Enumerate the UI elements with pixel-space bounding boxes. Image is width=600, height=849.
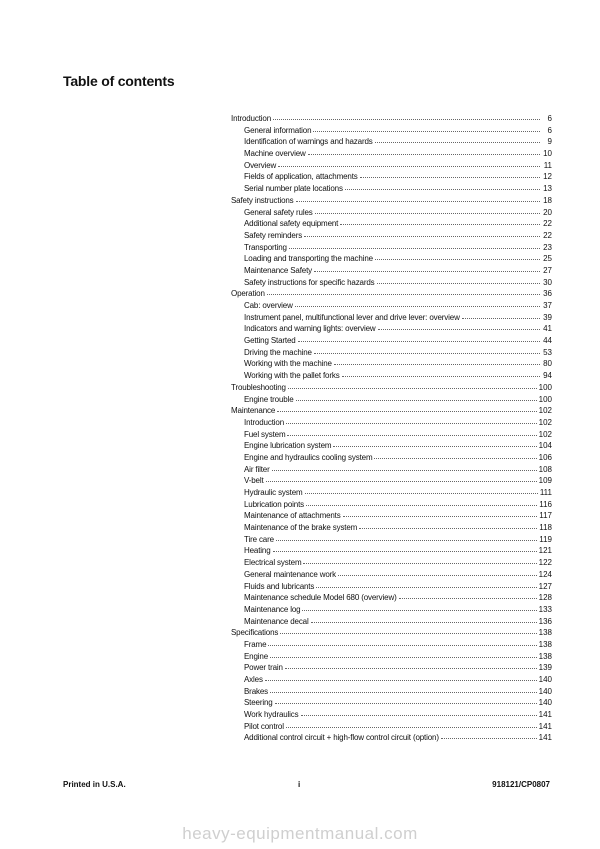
toc-leader-dots [311, 615, 537, 623]
toc-leader-dots [313, 124, 540, 132]
toc-entry-label: Fuel system [244, 429, 286, 439]
toc-leader-dots [277, 404, 536, 412]
toc-entry-page: 13 [543, 184, 552, 194]
toc-entry-page: 138 [538, 639, 552, 649]
toc-leader-dots [296, 393, 537, 401]
toc-entry-label: Operation [231, 289, 265, 299]
toc-entry-label: Axles [244, 675, 263, 684]
toc-entry-label: Maintenance schedule Model 680 (overview) [244, 593, 397, 603]
toc-entry-page: 140 [538, 686, 552, 696]
toc-entry-page: 133 [538, 604, 552, 614]
toc-leader-dots [340, 217, 540, 225]
toc-entry-page: 44 [543, 336, 552, 346]
toc-entry-page: 6 [547, 114, 552, 123]
toc-leader-dots [375, 135, 540, 143]
toc-leader-dots [441, 731, 537, 739]
toc-entry-label: Hydraulic system [244, 488, 303, 497]
toc-leader-dots [275, 696, 537, 704]
toc-entry-label: Steering [244, 698, 273, 708]
toc-entry-page: 30 [543, 277, 552, 287]
page-title: Table of contents [63, 73, 175, 89]
toc-entry-label: General maintenance work [244, 569, 337, 579]
toc-entry-page: 53 [543, 347, 552, 357]
toc-entry-page: 108 [538, 464, 552, 474]
toc-leader-dots [266, 474, 537, 482]
toc-entry-page: 39 [543, 312, 552, 322]
toc-entry-label: General safety rules [244, 207, 313, 217]
toc-entry-label: Loading and transporting the machine [244, 254, 373, 264]
toc-entry-page: 141 [538, 721, 552, 731]
toc-entry-page: 136 [538, 616, 552, 626]
toc-entry-page: 121 [538, 546, 552, 556]
toc-leader-dots [272, 463, 537, 471]
toc-entry-page: 25 [543, 254, 552, 264]
toc-leader-dots [334, 357, 540, 365]
toc-entry-label: Cab: overview [244, 301, 293, 310]
toc-entry-page: 119 [539, 534, 552, 544]
toc-leader-dots [273, 544, 537, 552]
toc-leader-dots [306, 498, 537, 506]
toc-entry-page: 141 [538, 733, 552, 743]
toc-leader-dots [308, 147, 540, 155]
toc-leader-dots [286, 720, 537, 728]
toc-leader-dots [295, 299, 540, 307]
toc-leader-dots [280, 626, 536, 634]
toc-entry-page: 102 [538, 406, 552, 416]
toc-leader-dots [462, 311, 540, 319]
toc-entry-label: Power train [244, 663, 283, 673]
toc-entry-label: Identification of warnings and hazards [244, 137, 373, 147]
toc-entry-label: Serial number plate locations [244, 184, 343, 194]
toc-entry-label: Tire care [244, 534, 274, 544]
toc-entry-page: 37 [543, 301, 552, 310]
toc-entry-page: 124 [538, 569, 552, 579]
toc-entry-page: 111 [539, 488, 552, 497]
footer-printed-in: Printed in U.S.A. [63, 780, 126, 789]
toc-leader-dots [304, 229, 540, 237]
toc-entry-page: 6 [547, 125, 552, 135]
toc-leader-dots [296, 194, 540, 202]
toc-entry-page: 22 [543, 230, 552, 240]
toc-entry-page: 100 [538, 394, 552, 404]
toc-entry-label: Specifications [231, 628, 279, 638]
toc-entry-label: Fluids and lubricants [244, 581, 315, 591]
toc-entry-page: 11 [543, 160, 552, 170]
footer-page-number: i [298, 780, 301, 789]
toc-leader-dots [378, 322, 540, 330]
toc-leader-dots [276, 533, 537, 541]
toc-entry-label: Heating [244, 546, 271, 556]
toc-entry-label: Transporting [244, 242, 287, 252]
toc-leader-dots [303, 556, 536, 564]
toc-leader-dots [298, 334, 540, 342]
toc-leader-dots [345, 182, 540, 190]
toc-entry-label: Engine and hydraulics cooling system [244, 452, 373, 462]
toc-leader-dots [314, 264, 540, 272]
toc-leader-dots [333, 439, 536, 447]
toc-entry-label: Driving the machine [244, 347, 312, 357]
toc-entry-label: Working with the machine [244, 359, 332, 369]
toc-entry-page: 118 [539, 523, 552, 533]
toc-entry-label: Frame [244, 639, 267, 649]
toc-entry-label: Maintenance of the brake system [244, 523, 358, 533]
toc-entry-label: Pilot control [244, 721, 284, 731]
toc-leader-dots [288, 381, 537, 389]
toc-entry-label: Working with the pallet forks [244, 371, 340, 381]
toc-leader-dots [342, 369, 540, 377]
toc-entry-label: Additional safety equipment [244, 219, 339, 229]
toc-entry-label: Engine lubrication system [244, 441, 332, 451]
toc-entry-page: 102 [538, 417, 552, 427]
toc-entry-page: 141 [538, 710, 552, 720]
toc-entry-page: 139 [538, 663, 552, 673]
toc-entry-label: Maintenance Safety [244, 265, 313, 275]
toc-entry-label: Additional control circuit + high-flow control circuit (option) [244, 733, 439, 743]
toc-leader-dots [343, 509, 538, 517]
toc-entry-label: Lubrication points [244, 499, 305, 509]
toc-entry-label: Brakes [244, 686, 268, 696]
toc-entry-label: V-belt [244, 476, 264, 486]
toc-entry-label: Overview [244, 160, 277, 170]
toc-leader-dots [273, 112, 540, 120]
toc-entry-label: Troubleshooting [231, 382, 286, 392]
toc-entry-label: Maintenance [231, 406, 276, 416]
toc-entry-label: Getting Started [244, 336, 296, 346]
toc-entry-page: 128 [538, 593, 552, 603]
toc-entry-page: 104 [538, 441, 552, 451]
toc-entry-label: Maintenance decal [244, 616, 309, 626]
toc-entry-label: Safety instructions [231, 195, 294, 205]
toc-subentry[interactable] [231, 732, 552, 744]
toc-entry-label: Indicators and warning lights: overview [244, 324, 376, 334]
toc-entry-label: Maintenance log [244, 604, 301, 614]
toc-entry-label: Safety reminders [244, 230, 303, 240]
toc-entry-page: 127 [538, 581, 552, 591]
toc-entry-page: 109 [538, 476, 552, 486]
toc-entry-label: Air filter [244, 464, 270, 474]
toc-leader-dots [278, 159, 540, 167]
toc-entry-label: Safety instructions for specific hazards [244, 277, 375, 287]
toc-leader-dots [301, 708, 537, 716]
toc-entry-label: Maintenance of attachments [244, 511, 341, 521]
toc-entry-page: 41 [543, 324, 552, 334]
toc-entry-page: 23 [543, 242, 552, 252]
toc-leader-dots [268, 638, 536, 646]
toc-entry-page: 100 [538, 382, 552, 392]
toc-leader-dots [286, 416, 537, 424]
toc-entry-page: 106 [538, 452, 552, 462]
toc-entry-label: Work hydraulics [244, 710, 299, 720]
toc-entry-label: Machine overview [244, 149, 306, 159]
toc-entry-page: 10 [543, 149, 552, 159]
toc-entry-page: 18 [543, 195, 552, 205]
toc-entry-page: 138 [538, 628, 552, 638]
toc-leader-dots [316, 580, 536, 588]
toc-entry-page: 94 [543, 371, 552, 381]
toc-entry-page: 102 [538, 429, 552, 439]
toc-leader-dots [359, 521, 537, 529]
toc-entry-label: Fields of application, attachments [244, 172, 358, 182]
toc-entry-page: 140 [538, 698, 552, 708]
toc-entry-label: Engine trouble [244, 394, 294, 404]
toc-leader-dots [399, 591, 537, 599]
toc-entry-page: 9 [547, 137, 552, 147]
toc-leader-dots [360, 170, 540, 178]
toc-entry-page: 27 [543, 265, 552, 275]
toc-entry-page: 117 [539, 511, 552, 521]
toc-leader-dots [314, 346, 540, 354]
table-of-contents [231, 113, 552, 744]
footer-document-code: 918121/CP0807 [492, 780, 550, 789]
toc-entry-label: Introduction [244, 417, 285, 427]
toc-leader-dots [315, 206, 540, 214]
toc-leader-dots [265, 673, 537, 681]
toc-leader-dots [270, 685, 537, 693]
toc-leader-dots [305, 486, 538, 494]
toc-entry-page: 36 [543, 289, 552, 299]
toc-leader-dots [375, 252, 540, 260]
watermark: heavy-equipmentmanual.com [182, 824, 418, 843]
toc-entry-label: Electrical system [244, 558, 302, 568]
toc-leader-dots [285, 661, 537, 669]
toc-entry-page: 122 [538, 558, 552, 568]
toc-entry-page: 22 [543, 219, 552, 229]
toc-leader-dots [270, 650, 537, 658]
toc-entry-page: 116 [539, 499, 552, 509]
toc-entry-page: 12 [543, 172, 552, 182]
toc-leader-dots [374, 451, 536, 459]
toc-entry-page: 140 [538, 675, 552, 684]
toc-entry-page: 20 [543, 207, 552, 217]
toc-leader-dots [302, 603, 536, 611]
toc-leader-dots [338, 568, 537, 576]
toc-leader-dots [267, 287, 540, 295]
toc-entry-label: Engine [244, 651, 269, 661]
toc-leader-dots [287, 428, 536, 436]
toc-leader-dots [377, 276, 540, 284]
toc-leader-dots [289, 241, 540, 249]
toc-entry-page: 138 [538, 651, 552, 661]
toc-entry-label: Introduction [231, 114, 272, 123]
toc-entry-page: 80 [543, 359, 552, 369]
toc-entry-label: General information [244, 125, 312, 135]
toc-entry-label: Instrument panel, multifunctional lever and drive lever: overview [244, 312, 460, 322]
